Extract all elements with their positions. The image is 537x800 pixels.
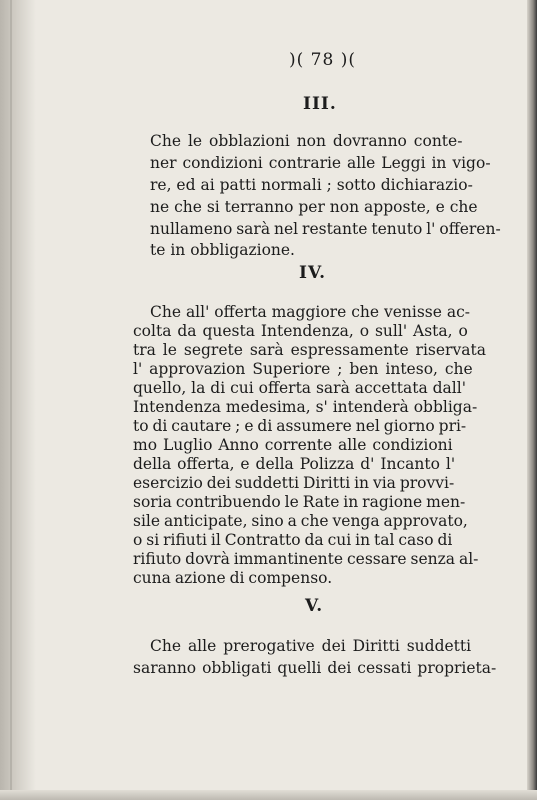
binding-gutter [0,0,36,800]
gutter-line [10,0,12,800]
paragraph-line: soria contribuendo le Rate in ragione men- [133,493,466,511]
paragraph-line: Che alle prerogative dei Diritti suddetti [150,637,472,655]
paragraph-line: te in obbligazione. [150,241,295,259]
section-heading-iv: IV. [299,263,327,283]
paragraph-line: re, ed ai patti normali ; sotto dichiarazio- [150,176,473,194]
paragraph-line: Che all' offerta maggiore che venisse ac- [150,303,470,321]
paragraph-line: ner condizioni contrarie alle Leggi in vigo- [150,154,491,172]
paragraph-line: esercizio dei suddetti Diritti in via provvi- [133,474,455,492]
paragraph-line: to di cautare ; e di assumere nel giorno pri- [133,417,467,435]
page-number: )( 78 )( [289,50,356,70]
paragraph-line: colta da questa Intendenza, o sull' Asta, o [133,322,468,340]
section-heading-iii: III. [303,94,337,114]
paragraph-line: della offerta, e della Polizza d' Incanto l' [133,455,456,473]
page-right-edge [527,0,537,800]
section-heading-v: V. [305,596,324,616]
paragraph-line: sile anticipate, sino a che venga approvato, [133,512,468,530]
paragraph-line: Intendenza medesima, s' intenderà obbliga- [133,398,478,416]
paragraph-line: tra le segrete sarà espressamente riservata [133,341,486,359]
paragraph-line: saranno obbligati quelli dei cessati proprieta- [133,659,497,677]
paragraph-line: cuna azione di compenso. [133,569,333,587]
paragraph-line: quello, la di cui offerta sarà accettata dall' [133,379,466,397]
paragraph-line: o si rifiuti il Contratto da cui in tal caso di [133,531,453,549]
paragraph-line: Che le obblazioni non dovranno conte- [150,132,463,150]
paragraph-line: l' approvazion Superiore ; ben inteso, che [133,360,473,378]
page-bottom-edge [0,790,537,800]
paragraph-line: mo Luglio Anno corrente alle condizioni [133,436,453,454]
paragraph-line: ne che si terranno per non apposte, e che [150,198,478,216]
paragraph-line: nullameno sarà nel restante tenuto l' offeren- [150,220,501,238]
paragraph-line: rifiuto dovrà immantinente cessare senza al- [133,550,479,568]
